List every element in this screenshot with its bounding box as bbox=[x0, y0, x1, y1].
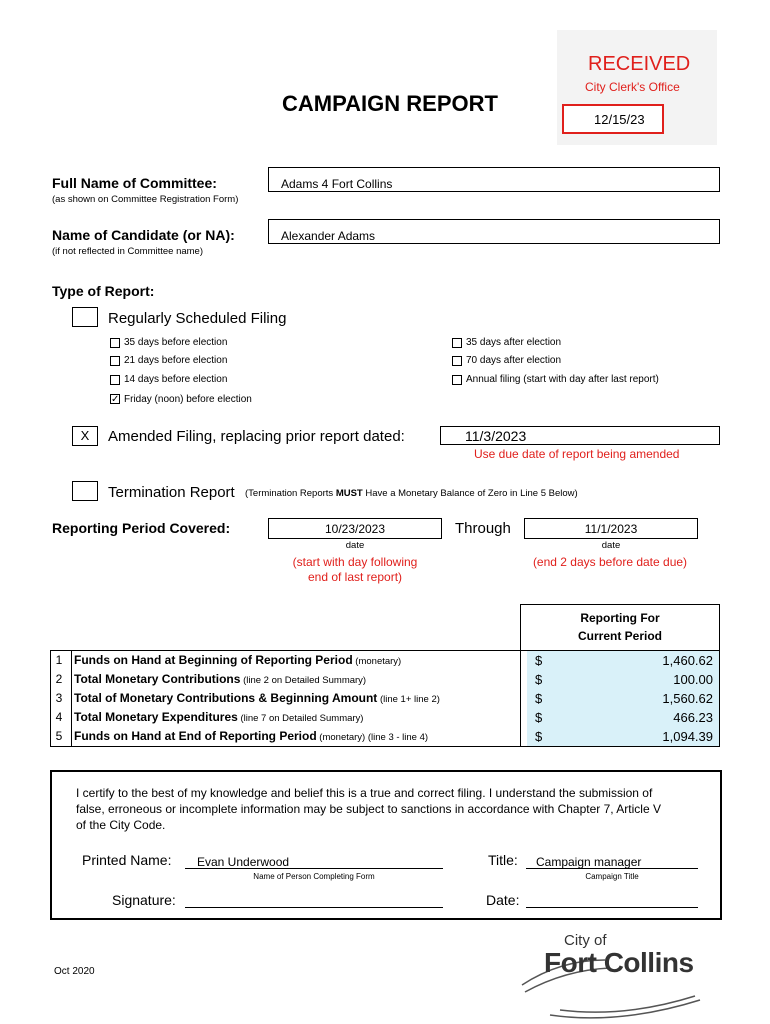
dollar-sign: $ bbox=[535, 672, 543, 687]
period-label: Reporting Period Covered: bbox=[52, 520, 231, 536]
period-end-hint: (end 2 days before date due) bbox=[532, 555, 688, 569]
row-note: (line 1+ line 2) bbox=[377, 694, 440, 705]
period-end-caption: date bbox=[601, 540, 621, 551]
summary-amount bbox=[527, 651, 719, 670]
logo-fort-collins: Fort Collins bbox=[544, 947, 694, 978]
period-start-hint-2: end of last report) bbox=[307, 570, 403, 584]
opt-35-before-checkbox[interactable] bbox=[110, 338, 120, 348]
opt-70-after-checkbox[interactable] bbox=[452, 356, 462, 366]
candidate-note: (if not reflected in Committee name) bbox=[52, 246, 204, 257]
row-label: Total Monetary Expenditures bbox=[74, 710, 238, 724]
termination-checkbox[interactable] bbox=[72, 481, 98, 501]
printed-name-value: Evan Underwood bbox=[197, 855, 290, 869]
regular-filing-label: Regularly Scheduled Filing bbox=[108, 310, 287, 327]
opt-35-before-label: 35 days before election bbox=[124, 337, 228, 348]
summary-row bbox=[50, 727, 520, 746]
termination-note-must: MUST bbox=[335, 488, 363, 499]
amount-value: 1,560.62 bbox=[662, 691, 713, 706]
row-note: (monetary) bbox=[352, 656, 402, 667]
termination-note bbox=[245, 488, 578, 499]
received-stamp bbox=[557, 30, 717, 145]
summary-amount bbox=[527, 708, 719, 727]
opt-70-after-label: 70 days after election bbox=[466, 355, 562, 366]
opt-friday-checkbox[interactable] bbox=[110, 394, 120, 404]
type-of-report-label: Type of Report: bbox=[52, 283, 155, 299]
opt-21-before-label: 21 days before election bbox=[124, 355, 228, 366]
summary-header-1: Reporting For bbox=[580, 611, 660, 625]
opt-14-before-checkbox[interactable] bbox=[110, 375, 120, 385]
summary-amount bbox=[527, 727, 719, 746]
termination-note-pre: (Termination Reports bbox=[245, 488, 336, 499]
period-start-hint-1: (start with day following bbox=[292, 555, 418, 569]
candidate-label: Name of Candidate (or NA): bbox=[52, 227, 235, 243]
summary-row bbox=[50, 670, 520, 689]
row-number: 2 bbox=[55, 672, 63, 686]
title-caption: Campaign Title bbox=[585, 872, 639, 881]
amount-value: 466.23 bbox=[673, 710, 713, 725]
x-mark-icon: X bbox=[80, 428, 90, 443]
row-label: Funds on Hand at End of Reporting Period bbox=[74, 729, 317, 743]
row-number: 4 bbox=[55, 710, 63, 724]
candidate-value: Alexander Adams bbox=[281, 229, 376, 243]
date-label: Date: bbox=[486, 892, 520, 908]
candidate-field[interactable] bbox=[268, 219, 720, 244]
summary-header-2: Current Period bbox=[577, 629, 662, 643]
opt-35-after-checkbox[interactable] bbox=[452, 338, 462, 348]
opt-21-before-checkbox[interactable] bbox=[110, 356, 120, 366]
title-value: Campaign manager bbox=[536, 855, 642, 869]
summary-amount bbox=[527, 670, 719, 689]
amount-value: 1,094.39 bbox=[662, 729, 713, 744]
row-label: Total Monetary Contributions bbox=[74, 672, 241, 686]
dollar-sign: $ bbox=[535, 653, 543, 668]
termination-label: Termination Report bbox=[108, 484, 235, 501]
date-line[interactable] bbox=[526, 907, 698, 908]
amount-value: 1,460.62 bbox=[662, 653, 713, 668]
period-end-value: 11/1/2023 bbox=[584, 522, 638, 536]
amended-filing-label: Amended Filing, replacing prior report dated: bbox=[108, 428, 405, 445]
row-number: 5 bbox=[55, 729, 63, 743]
committee-field[interactable] bbox=[268, 167, 720, 192]
cert-line-2: false, erroneous or incomplete information may be subject to sanctions in accordance with Chapter 7, Article V bbox=[76, 802, 661, 816]
opt-friday-label: Friday (noon) before election bbox=[124, 394, 252, 405]
logo-city-of: City of bbox=[564, 932, 607, 949]
title-label: Title: bbox=[488, 852, 518, 868]
opt-14-before-label: 14 days before election bbox=[124, 374, 228, 385]
row-note: (monetary) (line 3 - line 4) bbox=[316, 732, 429, 743]
committee-note: (as shown on Committee Registration Form) bbox=[52, 194, 239, 205]
printed-name-caption: Name of Person Completing Form bbox=[253, 872, 375, 881]
row-note: (line 7 on Detailed Summary) bbox=[237, 713, 364, 724]
printed-name-label: Printed Name: bbox=[82, 852, 172, 868]
summary-row bbox=[50, 651, 520, 670]
committee-value: Adams 4 Fort Collins bbox=[281, 177, 393, 191]
summary-header-box bbox=[520, 604, 720, 650]
period-start-caption: date bbox=[345, 540, 365, 551]
opt-35-after-label: 35 days after election bbox=[466, 337, 562, 348]
amended-filing-checkbox[interactable] bbox=[72, 426, 98, 446]
summary-amount-divider bbox=[520, 650, 521, 747]
period-end-field[interactable] bbox=[524, 518, 698, 539]
stamp-date: 12/15/23 bbox=[594, 112, 645, 127]
summary-amount bbox=[527, 689, 719, 708]
amended-hint: Use due date of report being amended bbox=[474, 447, 680, 461]
amount-value: 100.00 bbox=[673, 672, 713, 687]
page-title: CAMPAIGN REPORT bbox=[282, 91, 498, 116]
dollar-sign: $ bbox=[535, 729, 543, 744]
summary-row bbox=[50, 708, 520, 727]
cert-line-3: of the City Code. bbox=[76, 818, 166, 832]
stamp-received-text: RECEIVED bbox=[588, 53, 691, 75]
city-logo bbox=[520, 930, 720, 1020]
row-label: Total of Monetary Contributions & Beginning Amount bbox=[74, 691, 378, 705]
period-start-field[interactable] bbox=[268, 518, 442, 539]
committee-label: Full Name of Committee: bbox=[52, 175, 217, 191]
period-start-value: 10/23/2023 bbox=[324, 522, 386, 536]
row-label: Funds on Hand at Beginning of Reporting Period bbox=[74, 653, 353, 667]
stamp-date-box bbox=[562, 104, 664, 134]
row-note: (line 2 on Detailed Summary) bbox=[240, 675, 367, 686]
certification-box bbox=[50, 770, 722, 920]
row-number: 1 bbox=[55, 653, 63, 667]
row-number: 3 bbox=[55, 691, 63, 705]
through-label: Through bbox=[455, 520, 511, 537]
dollar-sign: $ bbox=[535, 691, 543, 706]
signature-line[interactable] bbox=[185, 907, 443, 908]
opt-annual-checkbox[interactable] bbox=[452, 375, 462, 385]
cert-line-1: I certify to the best of my knowledge and belief this is a true and correct filing. I understand the submission of bbox=[76, 786, 653, 800]
termination-note-post: Have a Monetary Balance of Zero in Line 5 Below) bbox=[362, 488, 578, 499]
dollar-sign: $ bbox=[535, 710, 543, 725]
amended-date-field[interactable] bbox=[440, 426, 720, 445]
checkmark-icon: ✓ bbox=[111, 394, 120, 405]
opt-annual-label: Annual filing (start with day after last report) bbox=[466, 374, 659, 385]
signature-label: Signature: bbox=[112, 892, 176, 908]
summary-row bbox=[50, 689, 520, 708]
form-date: Oct 2020 bbox=[54, 966, 95, 977]
stamp-office-text: City Clerk's Office bbox=[585, 80, 680, 94]
regular-filing-checkbox[interactable] bbox=[72, 307, 98, 327]
amended-date-value: 11/3/2023 bbox=[465, 428, 527, 444]
